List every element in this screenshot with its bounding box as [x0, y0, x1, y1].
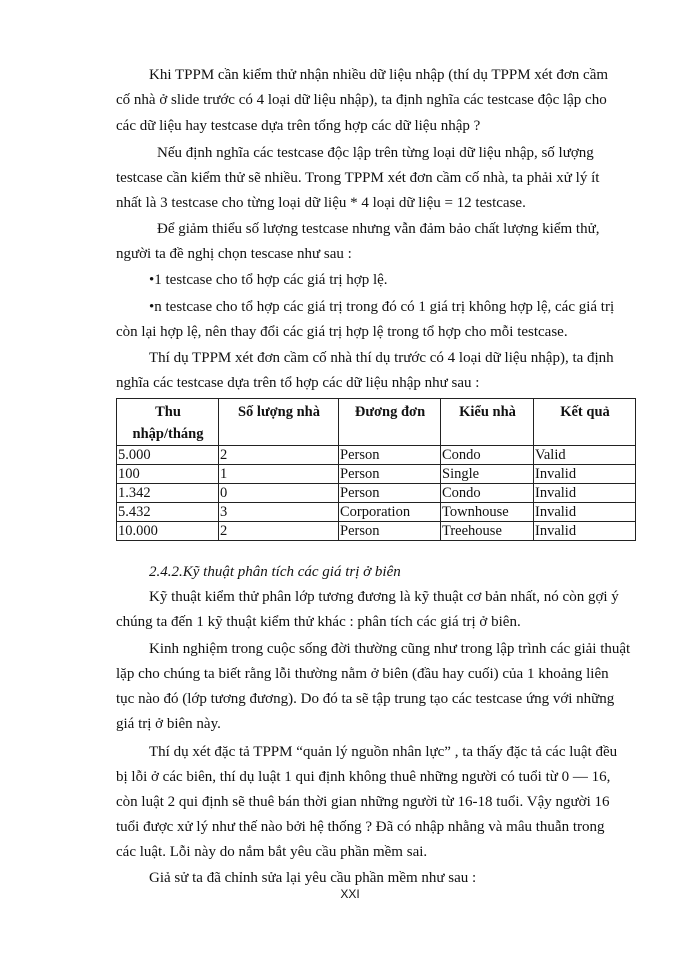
paragraph-7-line-5: các luật. Lỗi này do nắm bắt yêu cầu phần mềm sai. — [116, 844, 428, 860]
table-row — [117, 446, 636, 465]
cell-house-type: Condo — [441, 484, 534, 503]
cell-house-type: Single — [441, 465, 534, 484]
paragraph-6-line-4: giá trị ở biên này. — [116, 716, 221, 732]
cell-result: Invalid — [534, 465, 636, 484]
header-applicant: Đương đơn — [339, 399, 441, 446]
paragraph-5-line-2: chúng ta đến 1 kỹ thuật kiểm thử khác : phân tích các giá trị ở biên. — [116, 614, 521, 630]
paragraph-6-line-1: Kinh nghiệm trong cuộc sống đời thường cũng như trong lập trình các giải thuật — [149, 641, 631, 657]
header-income: Thu nhập/tháng — [117, 399, 219, 446]
page-number: XXI — [340, 887, 360, 901]
cell-house-type: Condo — [441, 446, 534, 465]
cell-applicant: Person — [339, 446, 441, 465]
paragraph-1-line-2: cố nhà ở slide trước có 4 loại dữ liệu nhập), ta định nghĩa các testcase độc lập cho — [116, 92, 607, 108]
table-row — [117, 465, 636, 484]
cell-house-type: Treehouse — [441, 522, 534, 541]
header-house-count: Số lượng nhà — [219, 399, 339, 446]
paragraph-8: Giả sử ta đã chỉnh sửa lại yêu cầu phần mềm như sau : — [149, 870, 477, 886]
cell-income: 100 — [117, 465, 219, 484]
cell-income: 10.000 — [117, 522, 219, 541]
paragraph-2-line-1: Nếu định nghĩa các testcase độc lập trên từng loại dữ liệu nhập, số lượng — [157, 145, 594, 161]
paragraph-4-line-1: Thí dụ TPPM xét đơn cầm cố nhà thí dụ trước có 4 loại dữ liệu nhập), ta định — [149, 350, 614, 366]
paragraph-1-line-3: các dữ liệu hay testcase dựa trên tổng hợp các dữ liệu nhập ? — [116, 118, 481, 134]
header-house-type: Kiểu nhà — [441, 399, 534, 446]
paragraph-3-line-2: người ta đề nghị chọn tescase như sau : — [116, 246, 352, 262]
paragraph-4-line-2: nghĩa các testcase dựa trên tổ hợp các dữ liệu nhập như sau : — [116, 375, 480, 391]
paragraph-3-line-1: Để giảm thiểu số lượng testcase nhưng vẫn đảm bảo chất lượng kiểm thử, — [157, 221, 600, 237]
table-header-row — [117, 399, 636, 446]
paragraph-6-line-3: tục nào đó (lớp tương đương). Do đó ta sẽ tập trung tạo các testcase ứng với những — [116, 691, 615, 707]
bullet-2-line-2: còn lại hợp lệ, nên thay đổi các giá trị hợp lệ trong tổ hợp cho mỗi testcase. — [116, 324, 568, 340]
cell-result: Invalid — [534, 503, 636, 522]
cell-result: Invalid — [534, 522, 636, 541]
cell-income: 1.342 — [117, 484, 219, 503]
table-row — [117, 522, 636, 541]
table-row — [117, 503, 636, 522]
paragraph-1-line-1: Khi TPPM cần kiểm thử nhận nhiều dữ liệu nhập (thí dụ TPPM xét đơn cầm — [149, 67, 609, 83]
section-heading: 2.4.2.Kỹ thuật phân tích các giá trị ở biên — [149, 564, 401, 580]
cell-house-count: 2 — [219, 522, 339, 541]
cell-house-type: Townhouse — [441, 503, 534, 522]
cell-applicant: Person — [339, 465, 441, 484]
bullet-1: •1 testcase cho tổ hợp các giá trị hợp lệ. — [149, 272, 388, 288]
cell-applicant: Person — [339, 484, 441, 503]
cell-house-count: 2 — [219, 446, 339, 465]
paragraph-6-line-2: lặp cho chúng ta biết rằng lỗi thường nằm ở biên (đầu hay cuối) của 1 khoảng liên — [116, 666, 609, 682]
cell-house-count: 3 — [219, 503, 339, 522]
testcase-table — [116, 398, 636, 541]
cell-applicant: Corporation — [339, 503, 441, 522]
cell-result: Valid — [534, 446, 636, 465]
paragraph-7-line-3: còn luật 2 qui định sẽ thuê bán thời gian những người từ 16-18 tuổi. Vậy người 16 — [116, 794, 610, 810]
cell-house-count: 1 — [219, 465, 339, 484]
bullet-2-line-1: •n testcase cho tổ hợp các giá trị trong đó có 1 giá trị không hợp lệ, các giá trị — [149, 299, 615, 315]
table-row — [117, 484, 636, 503]
paragraph-7-line-2: bị lỗi ở các biên, thí dụ luật 1 qui định không thuê những người có tuổi từ 0 — 16, — [116, 769, 611, 785]
paragraph-7-line-1: Thí dụ xét đặc tả TPPM “quản lý nguồn nhân lực” , ta thấy đặc tả các luật đều — [149, 744, 618, 760]
cell-result: Invalid — [534, 484, 636, 503]
paragraph-2-line-2: testcase cần kiểm thử sẽ nhiều. Trong TPPM xét đơn cầm cố nhà, ta phải xử lý ít — [116, 170, 600, 186]
cell-applicant: Person — [339, 522, 441, 541]
cell-income: 5.000 — [117, 446, 219, 465]
cell-house-count: 0 — [219, 484, 339, 503]
paragraph-7-line-4: tuổi được xử lý như thế nào bởi hệ thống ? Đã có nhập nhằng và mâu thuẫn trong — [116, 819, 605, 835]
paragraph-2-line-3: nhất là 3 testcase cho từng loại dữ liệu * 4 loại dữ liệu = 12 testcase. — [116, 195, 526, 211]
header-result: Kết quả — [534, 399, 636, 446]
cell-income: 5.432 — [117, 503, 219, 522]
paragraph-5-line-1: Kỹ thuật kiểm thử phân lớp tương đương là kỹ thuật cơ bản nhất, nó còn gợi ý — [149, 589, 619, 605]
